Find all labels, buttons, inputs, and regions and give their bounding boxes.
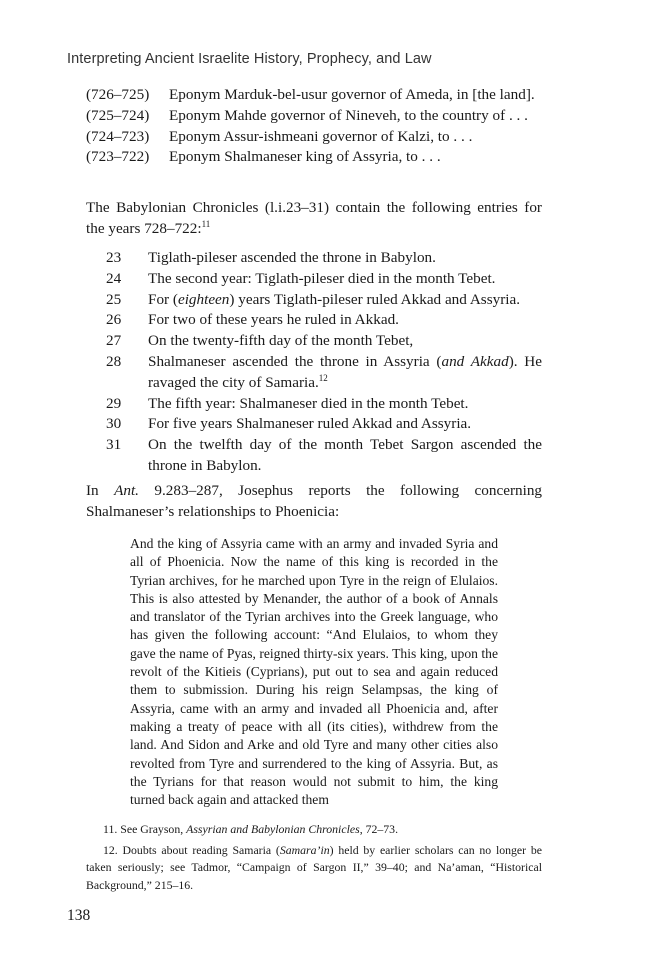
eponym-date: (726–725) xyxy=(86,86,150,103)
running-head: Interpreting Ancient Israelite History, Prophecy, and Law xyxy=(67,51,432,67)
chronicle-text: The second year: Tiglath-pileser died in the month Tebet. xyxy=(148,269,496,287)
chronicle-entry xyxy=(86,310,542,331)
chronicle-text: On the twenty-fifth day of the month Tebet, xyxy=(148,332,414,350)
footnote-ref-11[interactable]: 11 xyxy=(201,218,211,229)
eponym-text: Eponym Mahde governor of Nineveh, to the country of . . . xyxy=(169,106,528,124)
chronicle-list xyxy=(86,248,542,477)
chronicle-text xyxy=(148,290,542,311)
footnotes xyxy=(86,821,542,898)
italic-text: eighteen xyxy=(177,290,230,308)
italic-text: Assyrian and Babylonian Chronicles xyxy=(186,822,360,836)
eponym-row xyxy=(86,147,542,168)
chronicle-line-number: 30 xyxy=(106,415,122,433)
chronicle-entry xyxy=(86,435,542,477)
chronicle-line-number: 23 xyxy=(106,249,122,266)
eponym-date: (724–723) xyxy=(86,127,150,145)
eponym-row xyxy=(86,85,542,106)
page-number: 138 xyxy=(67,907,91,924)
text-run: , 72–73. xyxy=(359,822,399,836)
text-run: 9.283–287, Josephus reports the following concerning Shalmaneser’s relationships to Phoenicia: xyxy=(86,482,543,520)
footnote-number: 12. xyxy=(103,843,118,858)
chronicle-line-number: 25 xyxy=(106,290,122,308)
chronicle-entry xyxy=(86,414,542,435)
chronicle-line-number: 24 xyxy=(106,269,122,287)
chronicle-text: On the twelfth day of the month Tebet Sargon ascended the throne in Babylon. xyxy=(148,436,542,474)
chronicle-line-number: 29 xyxy=(106,394,122,412)
text-run: See Grayson, xyxy=(120,822,187,836)
chronicle-entry xyxy=(86,394,542,415)
eponym-text: Eponym Assur-ishmeani governor of Kalzi, to . . . xyxy=(169,127,473,145)
chronicle-line-number: 27 xyxy=(106,332,122,350)
chronicle-line-number: 28 xyxy=(106,352,122,370)
block-quote: And the king of Assyria came with an army and invaded Syria and all of Phoenicia. Now the name of this king is recorded in the Tyrian archives, for he marched upon Tyre in the reign of Elulaios. This is also attested by Menander, the author of a book of Annals and translator of the Tyrian archives into the Greek language, who has given the following account: “And Elulaios, to whom they gave the name of Pyas, reigned thirty-six years. This king, upon the revolt of the Kitieis (Cyprians), put out to sea and again reduced them to submission. During his reign Selampsas, the king of Assyria, came with an army and invaded all Phoenicia and, after making a treaty of peace with all (its cities), withdrew from the land. And Sidon and Arke and old Tyre and many other cities also revolted from Tyre and surrendered to the king of Assyria. But, as the Tyrians for that reason would not submit to him, the king turned back again and attacked them xyxy=(130,536,498,808)
italic-text: Samara’in xyxy=(279,843,330,858)
footnote-ref-12[interactable]: 12 xyxy=(318,372,328,383)
chronicle-entry xyxy=(86,248,542,269)
intro-paragraph xyxy=(86,198,542,240)
italic-text: Ant. xyxy=(114,482,139,499)
text-run: For ( xyxy=(148,290,178,308)
footnote-11 xyxy=(86,821,542,838)
chronicle-entry xyxy=(86,290,542,311)
text-run: ) held by earlier scholars can no longer be taken seriously; see Tadmor, “Campaign of Sargon II,” 39–40; and Na’aman, “Historical Background,” 215–16. xyxy=(86,843,542,892)
text-run: Shalmaneser ascended the throne in Assyria ( xyxy=(148,352,442,370)
eponym-list xyxy=(86,85,542,168)
eponym-date: (725–724) xyxy=(86,106,150,124)
chronicle-text: The fifth year: Shalmaneser died in the month Tebet. xyxy=(148,394,469,412)
chronicle-line-number: 26 xyxy=(106,311,122,329)
chronicle-entry xyxy=(86,331,542,352)
italic-text: and Akkad xyxy=(441,352,509,370)
chronicle-text: Tiglath-pileser ascended the throne in Babylon. xyxy=(148,249,436,266)
eponym-text: Eponym Marduk-bel-usur governor of Ameda, in [the land]. xyxy=(169,86,535,103)
chronicle-line-number: 31 xyxy=(106,436,122,454)
text-run: ). He ravaged the city of Samaria. xyxy=(148,352,542,391)
chronicle-entry xyxy=(86,352,542,394)
chronicle-entry xyxy=(86,269,542,290)
chronicle-text xyxy=(148,352,542,394)
intro-text: The Babylonian Chronicles (l.i.23–31) contain the following entries for the years 728–722: xyxy=(86,199,542,237)
footnote-12 xyxy=(86,842,542,894)
text-run: ) years Tiglath-pileser ruled Akkad and Assyria. xyxy=(229,290,521,308)
eponym-text: Eponym Shalmaneser king of Assyria, to . . . xyxy=(169,148,441,166)
footnote-number: 11. xyxy=(103,822,118,836)
text-run: Doubts about reading Samaria ( xyxy=(122,843,280,858)
chronicle-text: For two of these years he ruled in Akkad. xyxy=(148,311,399,329)
eponym-row xyxy=(86,127,542,148)
josephus-paragraph xyxy=(86,481,542,523)
chronicle-text: For five years Shalmaneser ruled Akkad and Assyria. xyxy=(148,415,472,433)
text-run: In xyxy=(86,482,115,499)
eponym-row xyxy=(86,106,542,127)
eponym-date: (723–722) xyxy=(86,148,150,166)
